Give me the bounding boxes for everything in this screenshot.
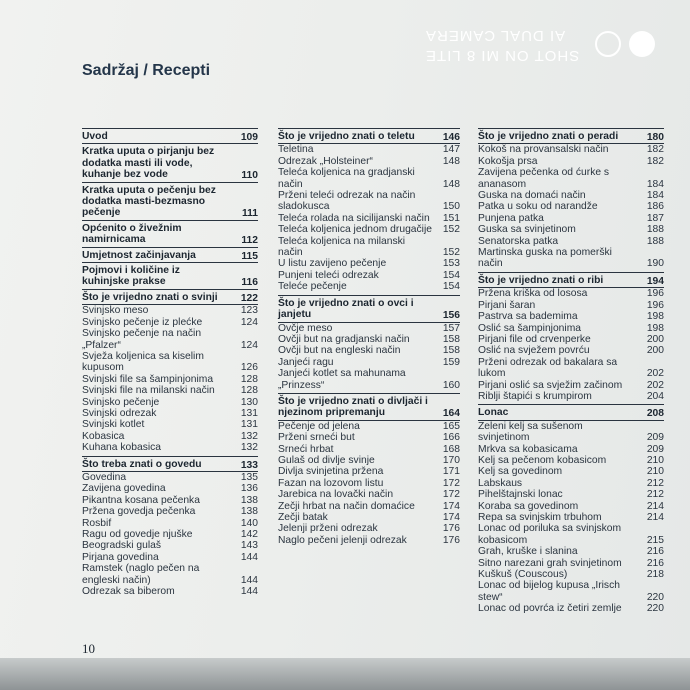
toc-entry-title: Guska na domaći način <box>478 190 586 202</box>
toc-entry-title: Guska sa svinjetinom <box>478 224 576 236</box>
toc-entry-page: 164 <box>442 408 460 420</box>
toc-entry-page: 131 <box>240 407 258 419</box>
toc-section-heading <box>82 290 258 305</box>
toc-entry-title: Grah, kruške i slanina <box>478 546 578 558</box>
toc-entry-page: 184 <box>646 190 664 202</box>
toc-entry <box>278 478 460 489</box>
toc-entry-page: 212 <box>646 489 664 501</box>
toc-entry-title: Ramstek (naglo pečen na engleski način) <box>82 563 200 586</box>
toc-entry <box>478 156 664 167</box>
toc-entry-title: Što je vrijedno znati o svinji <box>82 291 218 303</box>
toc-entry <box>478 421 664 444</box>
toc-entry-title: Kuhana kobasica <box>82 442 162 454</box>
toc-entry-page: 187 <box>646 212 664 224</box>
toc-entry <box>278 190 460 213</box>
toc-entry-title: Što je vrijedno znati o ovci i janjetu <box>278 297 414 321</box>
toc-entry-title: Svinjski odrezak <box>82 407 157 419</box>
toc-section-heading <box>278 393 460 421</box>
toc-entry-page: 218 <box>646 569 664 581</box>
toc-entry-title: Zavijena pečenka od ćurke s ananasom <box>478 167 610 190</box>
toc-entry-page: 130 <box>240 396 258 408</box>
toc-entry <box>82 317 258 328</box>
toc-entry <box>278 523 460 534</box>
toc-entry-title: Odrezak sa biberom <box>82 586 175 598</box>
toc-entry <box>278 432 460 443</box>
toc-entry-title: Kobasica <box>82 430 125 442</box>
toc-entry-title: Fazan na lozovom listu <box>278 477 384 489</box>
toc-section-heading <box>82 183 258 221</box>
toc-entry-page: 216 <box>646 546 664 558</box>
toc-entry-title: Zavijena govedina <box>82 483 166 495</box>
toc-entry-title: Naglo pečeni jelenji odrezak <box>278 534 407 546</box>
toc-entry-title: Ovčji but na gradjanski način <box>278 333 410 345</box>
toc-entry-title: Punjeni teleći odrezak <box>278 269 379 281</box>
toc-entry-page: 220 <box>646 603 664 615</box>
toc-entry <box>478 247 664 270</box>
toc-entry <box>82 305 258 316</box>
toc-entry <box>82 431 258 442</box>
toc-entry-page: 188 <box>646 235 664 247</box>
toc-entry-page: 112 <box>241 235 258 247</box>
toc-entry-page: 151 <box>442 212 460 224</box>
toc-entry-page: 198 <box>646 311 664 323</box>
toc-entry <box>82 563 258 586</box>
toc-entry <box>82 397 258 408</box>
toc-entry-title: Zeleni kelj sa sušenom svinjetinom <box>478 420 583 444</box>
toc-entry-page: 128 <box>240 373 258 385</box>
toc-entry-page: 124 <box>240 316 258 328</box>
toc-entry-page: 111 <box>241 208 258 220</box>
toc-entry-page: 209 <box>646 432 664 444</box>
toc-entry-title: Teleća koljenica na gradjanski način <box>278 167 415 190</box>
toc-entry-page: 214 <box>646 512 664 523</box>
toc-entry-page: 198 <box>646 322 664 334</box>
toc-entry-page: 126 <box>240 362 258 374</box>
toc-entry-title: Svinjsko meso <box>82 305 149 317</box>
toc-entry-title: Teleće pečenje <box>278 281 347 293</box>
toc-entry-page: 216 <box>646 557 664 569</box>
toc-entry-page: 142 <box>240 529 258 540</box>
toc-entry-title: Što je vrijedno znati o ribi <box>478 274 604 286</box>
toc-entry-page: 152 <box>442 247 460 259</box>
toc-entry <box>82 385 258 396</box>
toc-entry-title: Labskaus <box>478 477 523 489</box>
toc-entry-title: Zečji batak <box>278 512 328 523</box>
toc-entry <box>278 368 460 391</box>
toc-entry <box>278 489 460 500</box>
toc-entry-page: 133 <box>240 459 258 471</box>
toc-entry-title: Ovčje meso <box>278 322 333 334</box>
toc-entry-title: Pikantna kosana pečenka <box>82 494 200 506</box>
toc-entry <box>278 535 460 546</box>
toc-entry <box>478 201 664 212</box>
toc-entry-page: 144 <box>240 586 258 598</box>
toc-entry-title: Svinjsko pečenje iz plećke <box>82 316 203 328</box>
toc-entry-title: Pihelštajnski lonac <box>478 489 563 501</box>
toc-entry <box>478 236 664 247</box>
toc-entry-title: Pirjani šaran <box>478 299 536 311</box>
toc-entry-title: Što treba znati o govedu <box>82 458 202 470</box>
toc-section-heading <box>82 144 258 182</box>
toc-entry <box>278 501 460 512</box>
toc-entry <box>278 455 460 466</box>
toc-entry-title: Ragu od govedje njuške <box>82 529 193 540</box>
toc-entry-page: 204 <box>646 390 664 402</box>
toc-section-heading <box>478 404 664 420</box>
toc-entry-page: 132 <box>240 442 258 454</box>
toc-entry-title: Patka u soku od narandže <box>478 201 598 213</box>
toc-entry-title: Punjena patka <box>478 212 544 224</box>
toc-entry-title: Kratka uputa o pečenju bez dodatka masti-bezmasno pečenje <box>82 184 216 219</box>
toc-entry <box>82 351 258 374</box>
toc-entry-page: 171 <box>442 466 460 478</box>
toc-entry <box>82 495 258 506</box>
toc-entry <box>82 540 258 551</box>
toc-section-heading <box>82 128 258 144</box>
toc-entry <box>478 489 664 500</box>
toc-entry <box>478 288 664 299</box>
toc-entry-page: 153 <box>442 258 460 270</box>
toc-entry-page: 200 <box>646 345 664 357</box>
toc-section-heading <box>478 128 664 144</box>
toc-entry <box>478 558 664 569</box>
toc-entry-page: 110 <box>241 170 258 182</box>
toc-entry-page: 210 <box>646 454 664 466</box>
toc-entry <box>278 281 460 292</box>
toc-entry-title: Janjeći kotlet sa mahunama „Prinzess“ <box>278 368 406 391</box>
toc-entry <box>478 300 664 311</box>
toc-entry-title: Kokošja prsa <box>478 155 538 167</box>
toc-entry-page: 166 <box>442 432 460 444</box>
toc-entry-title: Kuškuš (Couscous) <box>478 569 568 581</box>
toc-entry-page: 196 <box>646 299 664 311</box>
toc-entry-page: 156 <box>442 310 460 322</box>
toc-entry-title: Zečji hrbat na način domaćice <box>278 500 415 512</box>
toc-entry <box>82 419 258 430</box>
toc-entry-page: 154 <box>442 269 460 281</box>
toc-entry-title: Prženi odrezak od bakalara sa lukom <box>478 356 618 380</box>
toc-entry <box>478 167 664 190</box>
toc-entry <box>278 444 460 455</box>
toc-entry-page: 150 <box>442 201 460 213</box>
toc-entry-title: Teleća rolada na sicilijanski način <box>278 212 430 224</box>
toc-entry-page: 172 <box>442 489 460 501</box>
toc-entry-page: 116 <box>241 277 258 289</box>
toc-entry-title: Teleća koljenica na milanski način <box>278 235 406 259</box>
toc-entry-title: U listu zavijeno pečenje <box>278 258 387 270</box>
watermark-line-1: SHOT ON MI 8 LITE <box>425 47 580 64</box>
toc-entry-title: Janjeći ragu <box>278 356 334 368</box>
toc-entry-page: 123 <box>240 305 258 317</box>
toc-entry <box>278 213 460 224</box>
toc-entry-title: Oslić na svježem povrću <box>478 345 590 357</box>
toc-entry-page: 154 <box>442 281 460 293</box>
toc-entry-title: Pirjani file od crvenperke <box>478 333 591 345</box>
toc-entry <box>478 311 664 322</box>
toc-entry <box>278 156 460 167</box>
toc-entry-page: 176 <box>442 523 460 535</box>
toc-entry <box>478 580 664 603</box>
toc-entry-page: 190 <box>646 258 664 270</box>
toc-entry <box>278 323 460 334</box>
toc-entry-title: Divlja svinjetina pržena <box>278 466 384 478</box>
toc-entry <box>478 190 664 201</box>
toc-entry <box>478 144 664 155</box>
toc-entry-page: 215 <box>646 534 664 546</box>
toc-entry <box>278 258 460 269</box>
toc-entry-page: 200 <box>646 333 664 345</box>
toc-entry <box>82 518 258 529</box>
toc-entry <box>478 466 664 477</box>
toc-entry <box>478 478 664 489</box>
toc-entry <box>278 144 460 155</box>
toc-entry-page: 140 <box>240 517 258 529</box>
toc-entry-page: 208 <box>646 408 664 420</box>
toc-entry-title: Mrkva sa kobasicama <box>478 443 578 455</box>
toc-entry-title: Jelenji prženi odrezak <box>278 523 378 535</box>
toc-entry-page: 209 <box>646 443 664 455</box>
toc-entry <box>478 323 664 334</box>
toc-entry <box>278 236 460 259</box>
toc-entry <box>82 529 258 540</box>
toc-entry-page: 210 <box>646 466 664 478</box>
toc-entry-page: 182 <box>646 155 664 167</box>
toc-entry-page: 159 <box>442 356 460 368</box>
toc-entry <box>278 270 460 281</box>
ring-icon <box>595 31 621 57</box>
toc-column-3 <box>478 126 664 615</box>
toc-entry-page: 212 <box>646 477 664 489</box>
toc-entry-page: 135 <box>240 471 258 483</box>
toc-entry <box>278 224 460 235</box>
toc-entry-title: Svinjski kotlet <box>82 419 145 431</box>
toc-entry-page: 138 <box>240 494 258 506</box>
toc-column-1 <box>82 126 258 597</box>
toc-entry <box>478 455 664 466</box>
toc-entry-page: 144 <box>240 551 258 563</box>
toc-entry <box>478 391 664 402</box>
toc-entry-title: Pastrva sa bademima <box>478 311 578 323</box>
toc-entry-title: Općenito o živežnim namirnicama <box>82 222 182 246</box>
toc-entry-title: Svježa koljenica sa kiselim kupusom <box>82 350 204 374</box>
toc-entry-title: Prženi srneći but <box>278 432 355 444</box>
toc-entry-title: Srneći hrbat <box>278 443 334 455</box>
toc-entry <box>82 328 258 351</box>
toc-entry-page: 202 <box>646 379 664 391</box>
toc-entry <box>478 380 664 391</box>
toc-entry-title: Pečenje od jelena <box>278 420 360 432</box>
toc-entry-page: 188 <box>646 224 664 236</box>
toc-entry <box>478 213 664 224</box>
toc-entry-title: Što je vrijedno znati o peradi <box>478 131 619 142</box>
toc-entry <box>278 466 460 477</box>
toc-entry-title: Uvod <box>82 131 108 142</box>
toc-entry-page: 109 <box>240 132 258 143</box>
toc-entry <box>478 357 664 380</box>
toc-entry <box>478 334 664 345</box>
toc-entry-title: Sitno narezani grah svinjetinom <box>478 557 622 569</box>
toc-entry-page: 143 <box>240 540 258 552</box>
dot-icon <box>629 31 655 57</box>
toc-entry <box>82 552 258 563</box>
toc-entry-page: 124 <box>240 339 258 351</box>
page-shadow <box>0 658 690 690</box>
toc-entry <box>278 334 460 345</box>
toc-entry-page: 128 <box>240 385 258 397</box>
toc-entry <box>82 483 258 494</box>
toc-entry-title: Govedina <box>82 471 127 483</box>
toc-entry <box>478 512 664 523</box>
toc-entry <box>478 603 664 614</box>
toc-entry-title: Svinjsko pečenje <box>82 396 160 408</box>
toc-entry-title: Kelj sa pečenom kobasicom <box>478 454 607 466</box>
toc-entry-title: Koraba sa govedinom <box>478 500 579 512</box>
toc-entry-title: Pirjana govedina <box>82 551 159 563</box>
toc-entry-title: Što je vrijedno znati o divljači i njezinom pripremanju <box>278 395 428 419</box>
toc-entry-title: Kokoš na provansalski način <box>478 144 609 156</box>
toc-entry-page: 147 <box>442 144 460 156</box>
toc-entry-page: 158 <box>442 333 460 345</box>
page-title: Sadržaj / Recepti <box>82 62 211 79</box>
toc-entry-title: Svinjsko pečenje na način „Pfalzer“ <box>82 328 202 351</box>
toc-entry-title: Jarebica na lovački način <box>278 489 394 501</box>
toc-entry-title: Pojmovi i količine iz kuhinjske prakse <box>82 265 180 288</box>
toc-entry-title: Lonac <box>478 407 509 419</box>
toc-entry-page: 170 <box>442 454 460 466</box>
toc-entry-page: 146 <box>442 132 460 143</box>
toc-entry-title: Beogradski gulaš <box>82 540 161 552</box>
toc-entry <box>478 546 664 557</box>
toc-entry-title: Martinska guska na pomerški način <box>478 247 612 270</box>
toc-entry-title: Kelj sa govedinom <box>478 466 563 478</box>
toc-entry <box>278 167 460 190</box>
toc-entry-title: Riblji štapići s krumpirom <box>478 390 592 402</box>
toc-entry-title: Gulaš od divlje svinje <box>278 454 375 466</box>
toc-entry <box>478 345 664 356</box>
toc-entry <box>82 586 258 597</box>
toc-entry-page: 158 <box>442 345 460 357</box>
toc-entry-page: 186 <box>646 201 664 213</box>
toc-entry <box>278 357 460 368</box>
toc-entry <box>82 374 258 385</box>
toc-entry-page: 115 <box>241 250 258 262</box>
toc-entry-page: 176 <box>442 534 460 546</box>
toc-entry-title: Rosbif <box>82 517 112 529</box>
toc-entry-title: Ovčji but na engleski način <box>278 345 401 357</box>
watermark-line-2: AI DUAL CAMERA <box>425 27 566 44</box>
toc-entry-page: 136 <box>240 483 258 495</box>
toc-entry-page: 122 <box>240 292 258 304</box>
toc-entry-title: Lonac od poriluka sa svinjskom kobasicom <box>478 523 622 546</box>
toc-entry-title: Umjetnost začinjavanja <box>82 249 196 261</box>
toc-entry <box>478 523 664 546</box>
toc-entry-title: Lonac od bijelog kupusa „Irisch stew“ <box>478 580 620 603</box>
toc-entry <box>478 224 664 235</box>
toc-entry <box>278 345 460 356</box>
toc-entry-title: Repa sa svinjskim trbuhom <box>478 512 602 523</box>
toc-entry-page: 157 <box>442 322 460 334</box>
toc-section-heading <box>82 221 258 248</box>
toc-entry-page: 180 <box>646 132 664 143</box>
toc-entry <box>82 408 258 419</box>
toc-entry-page: 144 <box>240 574 258 586</box>
toc-section-heading <box>278 295 460 323</box>
toc-entry-title: Što je vrijedno znati o teletu <box>278 131 415 142</box>
toc-entry-title: Pirjani oslić sa svježim začinom <box>478 379 623 391</box>
toc-entry-page: 168 <box>442 443 460 455</box>
toc-entry-title: Teleća koljenica jednom drugačije <box>278 224 432 236</box>
toc-entry-title: Kratka uputa o pirjanju bez dodatka masti ili vode, kuhanje bez vode <box>82 146 215 181</box>
toc-section-heading <box>82 456 258 472</box>
toc-entry-title: Pržena kriška od lososa <box>478 288 588 300</box>
toc-entry-page: 131 <box>240 419 258 431</box>
toc-entry-page: 172 <box>442 477 460 489</box>
toc-entry-page: 214 <box>646 500 664 512</box>
toc-entry-title: Pržena govedja pečenka <box>82 506 196 518</box>
toc-section-heading <box>82 248 258 263</box>
toc-entry-page: 194 <box>646 275 664 287</box>
toc-entry-title: Prženi teleći odrezak na način sladokusca <box>278 190 416 213</box>
toc-entry-title: Lonac od povrća iz četiri zemlje <box>478 603 622 615</box>
toc-section-heading <box>82 263 258 290</box>
toc-entry <box>478 569 664 580</box>
toc-entry <box>82 506 258 517</box>
toc-entry-page: 196 <box>646 288 664 300</box>
toc-entry <box>278 512 460 523</box>
toc-entry <box>278 421 460 432</box>
toc-entry-page: 165 <box>442 420 460 432</box>
toc-entry-page: 160 <box>442 379 460 391</box>
toc-entry <box>478 444 664 455</box>
toc-section-heading <box>278 128 460 144</box>
toc-entry-title: Oslić sa šampinjonima <box>478 322 582 334</box>
toc-section-heading <box>478 272 664 288</box>
page-number: 10 <box>82 641 95 656</box>
toc-entry-title: Odrezak „Holsteiner“ <box>278 155 373 167</box>
toc-entry-page: 174 <box>442 512 460 523</box>
toc-entry <box>82 472 258 483</box>
toc-entry <box>478 501 664 512</box>
toc-entry-title: Teletina <box>278 144 314 156</box>
toc-entry-title: Svinjski file sa šampinjonima <box>82 373 214 385</box>
toc-entry-page: 220 <box>646 591 664 603</box>
toc-entry-page: 138 <box>240 506 258 518</box>
toc-entry-page: 182 <box>646 144 664 156</box>
toc-entry-page: 148 <box>442 155 460 167</box>
toc-entry-page: 132 <box>240 430 258 442</box>
toc-entry-page: 152 <box>442 224 460 236</box>
toc-entry-page: 148 <box>442 178 460 190</box>
toc-entry-page: 202 <box>646 368 664 380</box>
toc-entry-page: 184 <box>646 178 664 190</box>
toc-entry-title: Senatorska patka <box>478 235 559 247</box>
toc-column-2 <box>278 126 460 546</box>
toc-entry <box>82 442 258 453</box>
toc-entry-title: Svinjski file na milanski način <box>82 385 215 397</box>
toc-entry-page: 174 <box>442 500 460 512</box>
